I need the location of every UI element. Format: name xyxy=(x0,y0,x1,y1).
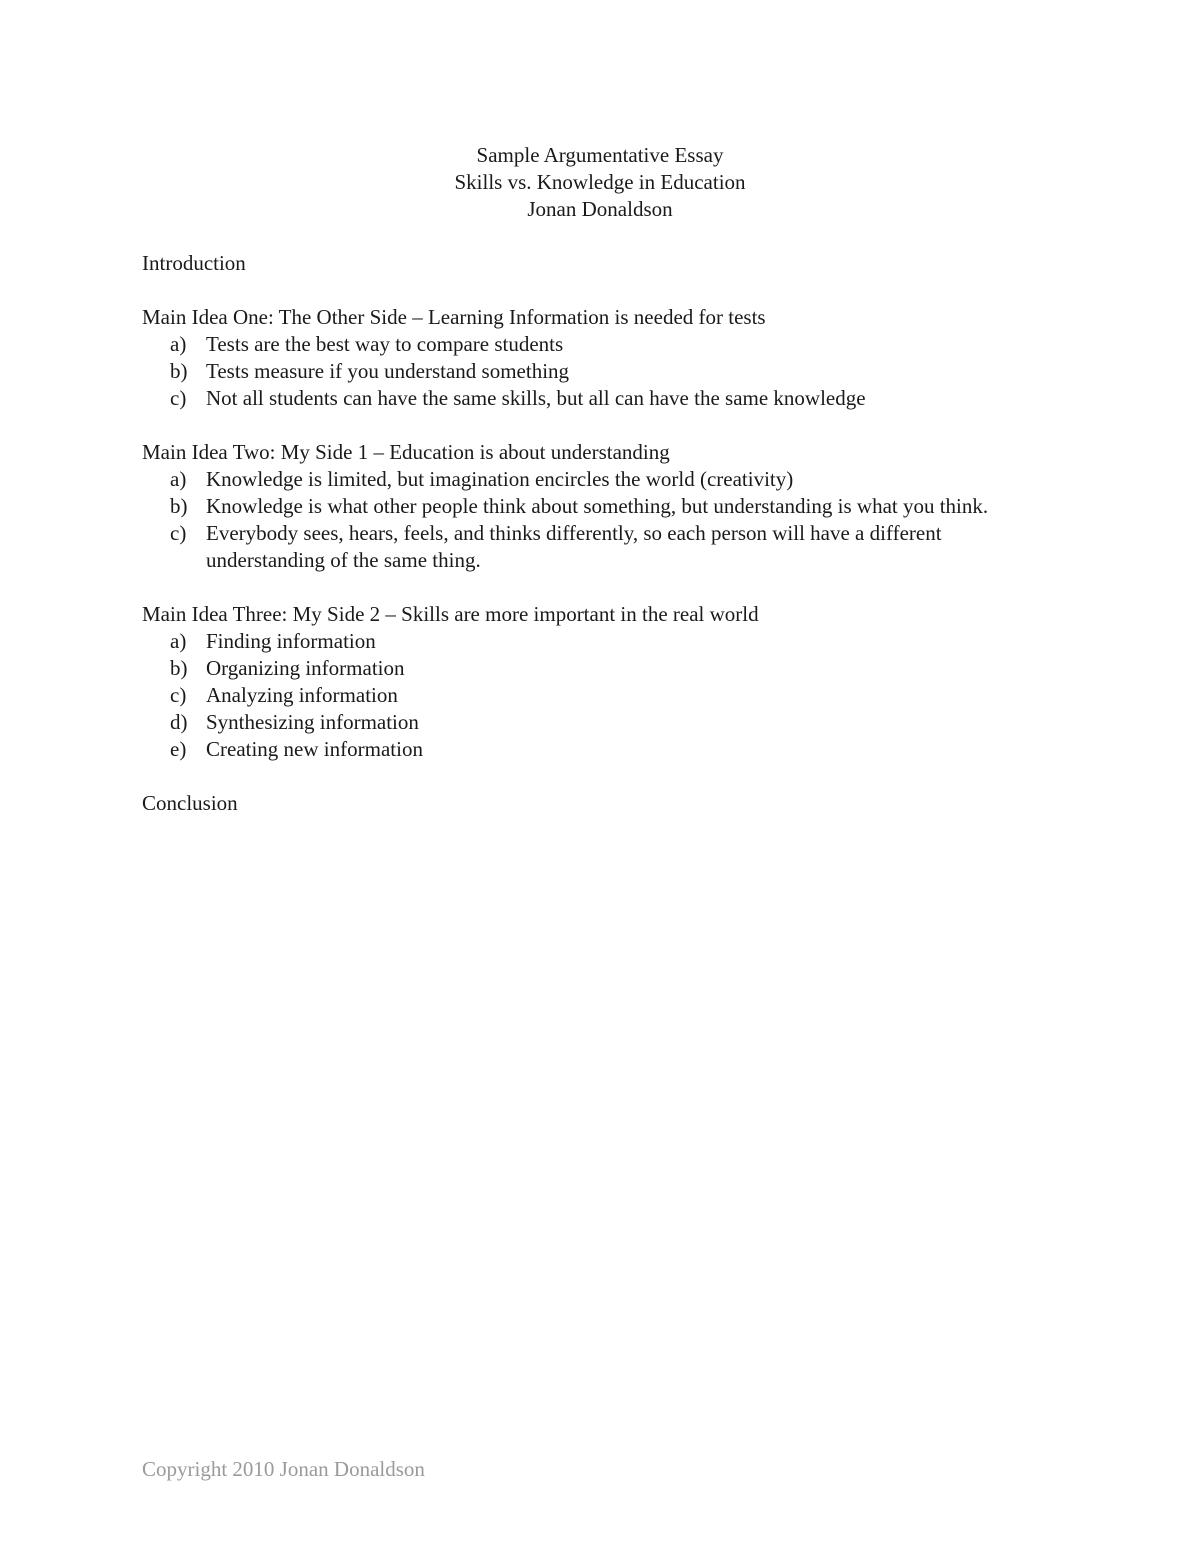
main-idea-three-section xyxy=(142,601,1042,763)
main-idea-two-heading: Main Idea Two: My Side 1 – Education is about understanding xyxy=(142,440,670,464)
outline-content xyxy=(142,250,1042,817)
list-marker: b) xyxy=(170,359,188,383)
list-item-text: Organizing information xyxy=(206,656,405,680)
list-marker: c) xyxy=(170,386,187,410)
list-marker: c) xyxy=(170,683,187,707)
list-item-text: Knowledge is limited, but imagination encircles the world (creativity) xyxy=(206,467,794,491)
main-idea-one-section xyxy=(142,304,1042,412)
main-idea-one-heading: Main Idea One: The Other Side – Learning Information is needed for tests xyxy=(142,305,766,329)
list-item xyxy=(142,655,1042,682)
title-block xyxy=(0,142,1200,223)
list-marker: a) xyxy=(170,332,187,356)
list-marker: d) xyxy=(170,710,188,734)
list-item xyxy=(142,682,1042,709)
main-idea-three-list xyxy=(142,628,1042,763)
list-marker: c) xyxy=(170,521,187,545)
list-marker: b) xyxy=(170,656,188,680)
list-item xyxy=(142,736,1042,763)
list-item xyxy=(142,385,1042,412)
introduction-heading: Introduction xyxy=(142,251,246,275)
conclusion-heading: Conclusion xyxy=(142,791,238,815)
list-item xyxy=(142,466,1042,493)
conclusion-section xyxy=(142,790,1042,817)
list-item xyxy=(142,331,1042,358)
list-item-text: Tests measure if you understand something xyxy=(206,359,570,383)
list-item xyxy=(142,493,1042,520)
main-idea-two-section xyxy=(142,439,1042,574)
main-idea-one-list xyxy=(142,331,1042,412)
list-item-text: Knowledge is what other people think about something, but understanding is what you think. xyxy=(206,494,989,518)
list-item-text: Tests are the best way to compare students xyxy=(206,332,564,356)
list-item xyxy=(142,628,1042,655)
list-item-text: Everybody sees, hears, feels, and thinks differently, so each person will have a different understanding of the same thing. xyxy=(206,521,942,572)
list-item xyxy=(142,358,1042,385)
list-item xyxy=(142,520,1042,574)
document-subtitle: Skills vs. Knowledge in Education xyxy=(454,170,746,194)
list-item-text: Creating new information xyxy=(206,737,423,761)
list-marker: b) xyxy=(170,494,188,518)
list-marker: a) xyxy=(170,629,187,653)
list-item xyxy=(142,709,1042,736)
document-title: Sample Argumentative Essay xyxy=(476,143,724,167)
document-author: Jonan Donaldson xyxy=(527,197,673,221)
list-marker: a) xyxy=(170,467,187,491)
list-item-text: Synthesizing information xyxy=(206,710,419,734)
copyright-footer: Copyright 2010 Jonan Donaldson xyxy=(142,1457,425,1481)
list-item-text: Not all students can have the same skills, but all can have the same knowledge xyxy=(206,386,866,410)
main-idea-three-heading: Main Idea Three: My Side 2 – Skills are more important in the real world xyxy=(142,602,759,626)
list-item-text: Finding information xyxy=(206,629,376,653)
list-item-text: Analyzing information xyxy=(206,683,398,707)
main-idea-two-list xyxy=(142,466,1042,574)
list-marker: e) xyxy=(170,737,187,761)
